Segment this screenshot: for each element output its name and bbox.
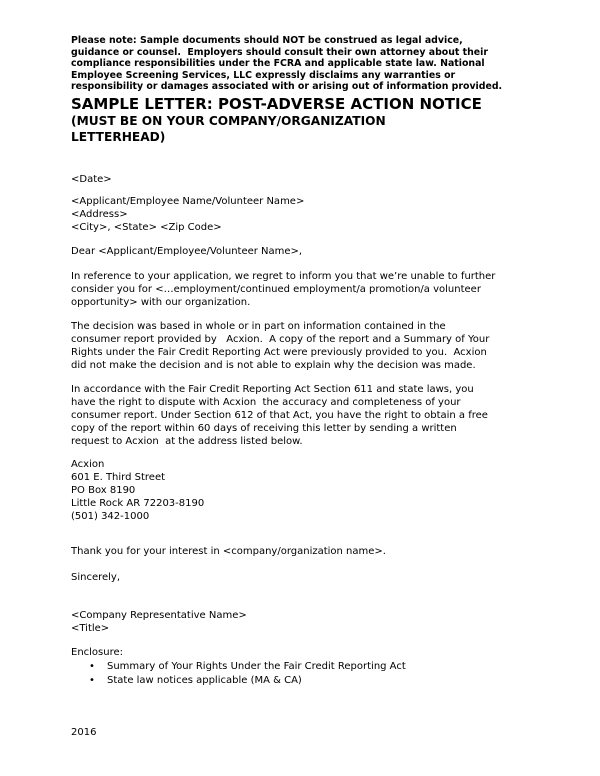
document-title: SAMPLE LETTER: POST-ADVERSE ACTION NOTICE [71, 95, 482, 113]
enclosure-item-text: Summary of Your Rights Under the Fair Credit Reporting Act [107, 661, 406, 672]
enclosure-list [89, 660, 406, 688]
agency-address: Acxion 601 E. Third Street PO Box 8190 Little Rock AR 72203-8190 (501) 342-1000 [71, 459, 205, 522]
closing: Sincerely, [71, 572, 121, 583]
salutation: Dear <Applicant/Employee/Volunteer Name>, [71, 246, 303, 257]
date-placeholder: <Date> [71, 174, 112, 185]
enclosure-item-text: State law notices applicable (MA & CA) [107, 675, 302, 686]
bullet-icon: • [89, 675, 95, 686]
paragraph-application: In reference to your application, we regret to inform you that we’re unable to further consider you for <…employment/continued employment/a promotion/a volunteer opportunity> with our organization. [71, 271, 496, 308]
legal-disclaimer: Please note: Sample documents should NOT be construed as legal advice, guidance or counsel. Employers should consult their own attorney about their compliance responsibilities under the FCRA and applicable state law. National Employee Screening Services, LLC expressly disclaims any warranties or responsibility or damages associated with or arising out of information provided. [71, 35, 503, 92]
list-item [89, 674, 406, 688]
footer-year: 2016 [71, 727, 97, 738]
recipient-address: <Applicant/Employee Name/Volunteer Name> <Address> <City>, <State> <Zip Code> [71, 196, 305, 233]
paragraph-decision: The decision was based in whole or in part on information contained in the consumer report provided by Acxion. A copy of the report and a Summary of Your Rights under the Fair Credit Reporting Act were previously provided to you. Acxion did not make the decision and is not able to explain why the decision was made. [71, 321, 490, 371]
enclosure-label: Enclosure: [71, 647, 124, 658]
paragraph-rights: In accordance with the Fair Credit Reporting Act Section 611 and state laws, you have the right to dispute with Acxion the accuracy and completeness of your consumer report. Under Section 612 of that Act, you have the right to obtain a free copy of the report within 60 days of receiving this letter by sending a written request to Acxion at the address listed below. [71, 384, 488, 447]
list-item [89, 660, 406, 674]
bullet-icon: • [89, 661, 95, 672]
signature-block: <Company Representative Name> <Title> [71, 610, 247, 634]
document-subtitle: (MUST BE ON YOUR COMPANY/ORGANIZATION LETTERHEAD) [71, 114, 386, 144]
thanks-line: Thank you for your interest in <company/organization name>. [71, 546, 386, 557]
